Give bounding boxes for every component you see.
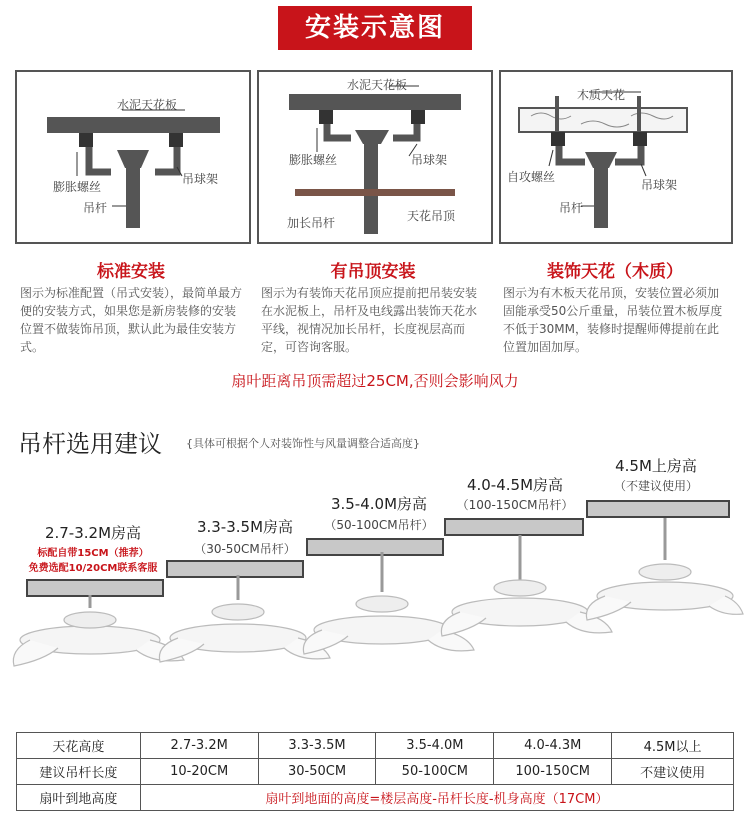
step-4-rod-length: （100-150CM吊杆） [456,498,574,512]
table-cell: 4.0-4.3M [494,733,612,759]
bracket-label: 吊球架 [182,172,219,186]
ceiling-label: 水泥天花板 [347,78,408,92]
height-spec-table [16,732,734,811]
standard-install-desc: 图示为标准配置（吊式安装），最简单最方便的安装方式，如果您是新房装修的安装位置不做装饰吊顶，默认此为最佳安装方式。 [20,286,243,354]
step-1-default-note: 标配自带15CM（推荐） [37,548,149,559]
wood-ceiling-install-desc: 图示为有木板天花吊顶，安装位置必须加固能承受50公斤重量，吊装位置木板厚度不低于30MM，装修时提醒师傅提前在此位置加固加厚。 [503,286,723,354]
step-1-title: 2.7-3.2M房高 [44,524,142,542]
ceiling-label: 木质天花 [577,88,626,102]
false-ceiling-install-desc: 图示为有装饰天花吊顶应提前把吊装安装在水泥板上，吊杆及电线露出装饰天花水平线，视情况加长吊杆，长度视层高而定，可咨询客服。 [261,286,478,354]
step-2-rod-length: （30-50CM吊杆） [194,542,296,556]
step-3-title: 3.5-4.0M房高 [330,495,428,513]
step-2-title: 3.3-3.5M房高 [196,518,294,536]
fan-height-illustration [0,500,750,700]
rod-label: 加长吊杆 [287,216,336,230]
table-cell: 10-20CM [140,759,258,785]
rod-selection-subtitle: {具体可根据个人对装饰性与风量调整合适高度} [186,437,420,450]
diagram-false-ceiling-install [257,70,493,244]
bracket-label: 吊球架 [641,178,678,192]
bracket-label: 吊球架 [411,153,448,167]
blade-to-floor-formula: 扇叶到地面的高度=楼层高度-吊杆长度-机身高度（17CM） [140,785,733,811]
table-row [17,759,734,785]
row-label-ceiling-height: 天花高度 [17,733,141,759]
table-cell: 50-100CM [376,759,494,785]
rod-selection-title: 吊杆选用建议 [18,430,162,458]
step-1-optional-note: 免费选配10/20CM联系客服 [28,563,158,574]
bolt-label: 膨胀螺丝 [53,180,102,194]
diagram-wood-ceiling-install [499,70,733,244]
row-label-blade-to-floor: 扇叶到地高度 [17,785,141,811]
step-4-title: 4.0-4.5M房高 [466,476,564,494]
rod-label: 吊杆 [83,201,108,215]
step-5-title: 4.5M上房高 [615,457,697,475]
bolt-label: 膨胀螺丝 [289,153,338,167]
table-cell: 3.3-3.5M [258,733,376,759]
step-5-note: （不建议使用） [613,479,698,493]
table-cell: 2.7-3.2M [140,733,258,759]
table-row [17,733,734,759]
bolt-label: 自攻螺丝 [507,170,556,184]
row-label-rod-length: 建议吊杆长度 [17,759,141,785]
wood-ceiling-install-title: 装饰天花（木质） [547,262,683,282]
table-cell: 3.5-4.0M [376,733,494,759]
false-ceiling-label: 天花吊顶 [407,209,456,223]
page-banner-title: 安装示意图 [278,6,472,50]
step-3-rod-length: （50-100CM吊杆） [324,518,434,532]
blade-distance-note: 扇叶距离吊顶需超过25CM,否则会影响风力 [231,372,519,390]
diagram-standard-install [15,70,251,244]
table-cell: 不建议使用 [612,759,734,785]
ceiling-label: 水泥天花板 [117,98,178,112]
table-cell: 30-50CM [258,759,376,785]
rod-label: 吊杆 [559,201,584,215]
false-ceiling-install-title: 有吊顶安装 [330,262,416,282]
standard-install-title: 标准安装 [97,262,165,282]
table-cell: 4.5M以上 [612,733,734,759]
table-row [17,785,734,811]
table-cell: 100-150CM [494,759,612,785]
